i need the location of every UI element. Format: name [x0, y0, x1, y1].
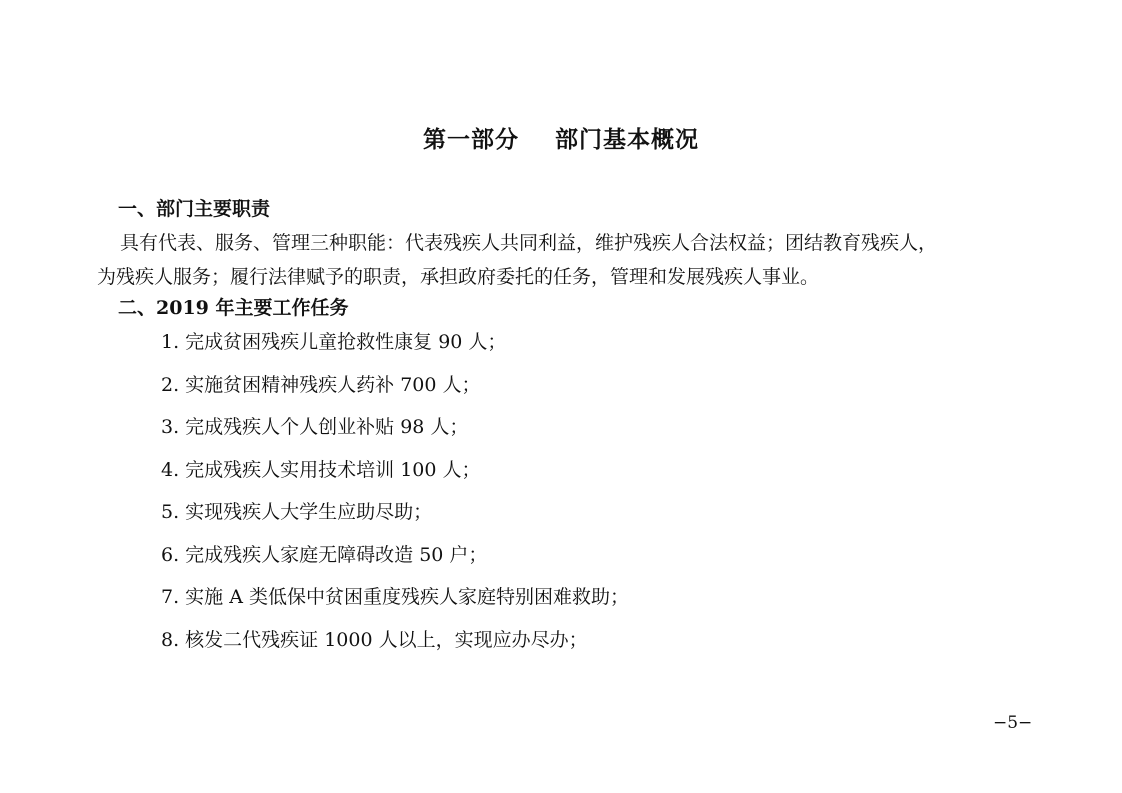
task-list — [161, 329, 629, 669]
section-heading-tasks: 二、2019 年主要工作任务 — [118, 297, 349, 319]
list-item: 7. 实施 A 类低保中贫困重度残疾人家庭特别困难救助； — [161, 586, 629, 608]
list-item: 8. 核发二代残疾证 1000 人以上，实现应办尽办； — [161, 628, 588, 651]
list-item: 4. 完成残疾人实用技术培训 100 人； — [161, 458, 481, 481]
list-item: 1. 完成贫困残疾儿童抢救性康复 90 人； — [161, 331, 507, 353]
duties-paragraph-line-1: 具有代表、服务、管理三种职能：代表残疾人共同利益，维护残疾人合法权益；团结教育残疾人， — [120, 232, 938, 254]
list-item: 2. 实施贫困精神残疾人药补 700 人； — [161, 373, 481, 396]
page-title: 第一部分 部门基本概况 — [422, 126, 700, 153]
page-number: −5− — [993, 713, 1033, 733]
list-item: 6. 完成残疾人家庭无障碍改造 50 户； — [161, 543, 488, 566]
section-heading-duties: 一、部门主要职责 — [118, 198, 271, 220]
list-item: 3. 完成残疾人个人创业补贴 98 人； — [161, 416, 469, 438]
list-item: 5. 实现残疾人大学生应助尽助； — [161, 501, 433, 523]
duties-paragraph-line-2: 为残疾人服务；履行法律赋予的职责，承担政府委托的任务，管理和发展残疾人事业。 — [97, 266, 820, 288]
